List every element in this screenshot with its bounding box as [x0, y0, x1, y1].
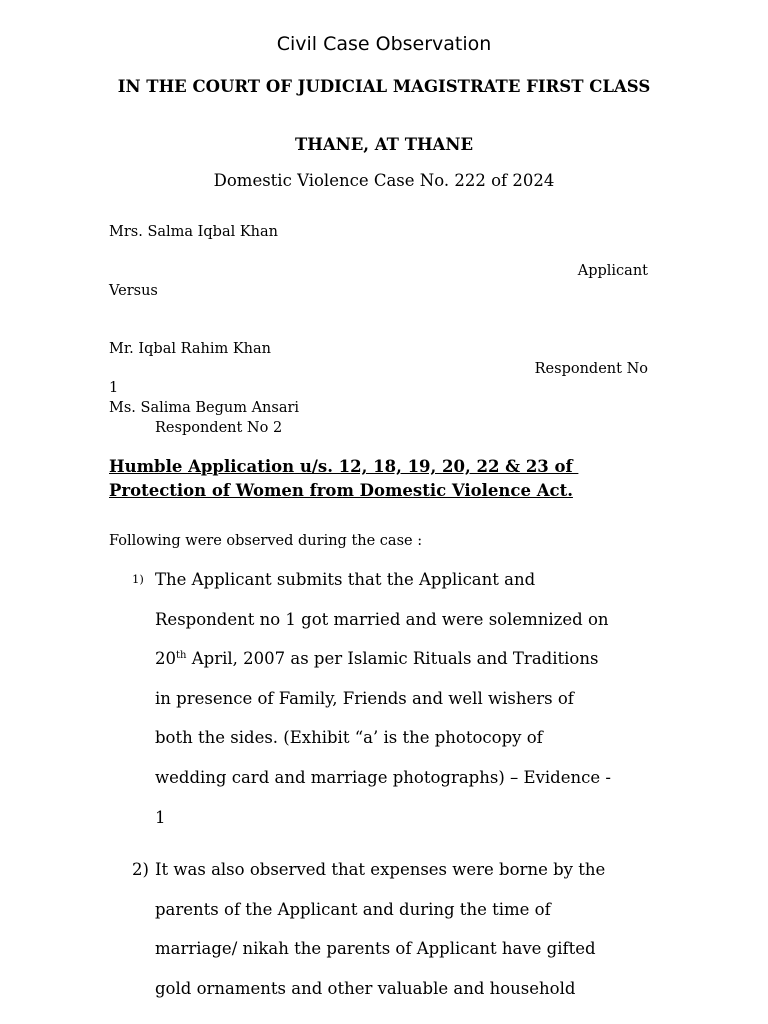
observation-1-line: The Applicant submits that the Applicant and [155, 570, 536, 589]
observation-2-text [109, 850, 669, 1008]
respondent1-name: Mr. Iqbal Rahim Khan [109, 341, 271, 357]
respondent2-label: Respondent No 2 [155, 420, 283, 436]
observation-1-line: Respondent no 1 got married and were solemnized on [155, 609, 609, 629]
observation-2-marker: 2) [132, 860, 149, 879]
court-place: THANE, AT THANE [294, 135, 474, 154]
application-heading-line2: Protection of Women from Domestic Violence Act. [109, 481, 573, 500]
respondent1-label: Respondent No [534, 361, 648, 377]
applicant-name: Mrs. Salma Iqbal Khan [109, 224, 278, 240]
date-day: 20 [155, 649, 176, 669]
document-title: Civil Case Observation [276, 33, 492, 55]
observation-item-1 [109, 560, 669, 837]
observations-intro: Following were observed during the case : [109, 533, 423, 549]
respondent1-label-continued: 1 [109, 380, 119, 396]
observation-2-line: marriage/ nikah the parents of Applicant have gifted [155, 939, 596, 959]
versus-label: Versus [109, 283, 158, 299]
observation-2-line: It was also observed that expenses were borne by the [155, 860, 606, 879]
observation-1-marker: 1) [132, 572, 144, 586]
date-rest: April, 2007 as per Islamic Rituals and Traditions [186, 649, 599, 669]
respondent2-name: Ms. Salima Begum Ansari [109, 400, 300, 416]
observation-1-line: both the sides. (Exhibit “a’ is the photocopy of [155, 728, 543, 748]
observation-1-line: wedding card and marriage photographs) – Evidence - [155, 767, 611, 787]
application-heading [109, 455, 669, 503]
application-heading-line1: Humble Application u/s. 12, 18, 19, 20, 22 & 23 of [109, 457, 579, 476]
applicant-label: Applicant [577, 263, 648, 279]
observation-item-2 [109, 850, 669, 1008]
observation-1-text [109, 560, 669, 837]
observation-2-line: gold ornaments and other valuable and household [155, 978, 576, 998]
date-suffix: th [176, 650, 187, 662]
observation-1-line [155, 639, 669, 679]
case-number: Domestic Violence Case No. 222 of 2024 [213, 171, 555, 190]
observation-2-line: parents of the Applicant and during the time of [155, 899, 551, 919]
observation-1-line: in presence of Family, Friends and well wishers of [155, 688, 574, 708]
court-name: IN THE COURT OF JUDICIAL MAGISTRATE FIRST CLASS [117, 77, 651, 96]
observation-1-line: 1 [155, 807, 166, 827]
